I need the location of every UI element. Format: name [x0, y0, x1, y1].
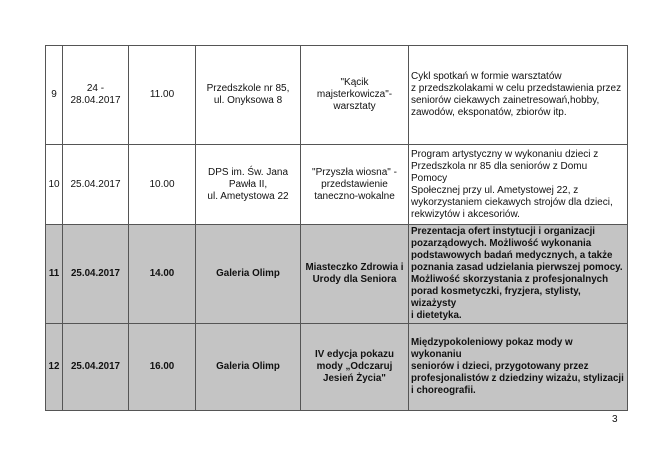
event-time: 11.00 — [129, 46, 196, 145]
event-time: 16.00 — [129, 324, 196, 411]
event-description: Program artystyczny w wykonaniu dzieci z Przedszkola nr 85 dla seniorów z Domu Pomocy Społecznej przy ul. Ametystowej 22, z wykorzystaniem ciekawych strojów dla dzieci, rekwizytów i akcesoriów. — [409, 145, 628, 225]
event-place: DPS im. Św. Jana Pawła II, ul. Ametystowa 22 — [196, 145, 301, 225]
event-time: 14.00 — [129, 225, 196, 324]
table-row-highlighted — [46, 225, 628, 324]
table-row — [46, 145, 628, 225]
event-date: 25.04.2017 — [63, 225, 129, 324]
row-number: 9 — [46, 46, 63, 145]
event-date: 25.04.2017 — [63, 145, 129, 225]
event-title: Miasteczko Zdrowia i Urody dla Seniora — [301, 225, 409, 324]
event-description: Międzypokoleniowy pokaz mody w wykonaniu seniorów i dzieci, przygotowany przez profesjonalistów z dziedziny wizażu, stylizacji i choreografii. — [409, 324, 628, 411]
event-place: Galeria Olimp — [196, 324, 301, 411]
event-description: Cykl spotkań w formie warsztatów z przedszkolakami w celu przedstawienia przez seniorów ciekawych zainetresowań,hobby, zawodów, eksponatów, zbiorów itp. — [409, 46, 628, 145]
event-time: 10.00 — [129, 145, 196, 225]
row-number: 12 — [46, 324, 63, 411]
table-row-highlighted — [46, 324, 628, 411]
event-date: 25.04.2017 — [63, 324, 129, 411]
events-table — [45, 45, 628, 411]
row-number: 10 — [46, 145, 63, 225]
row-number: 11 — [46, 225, 63, 324]
event-description: Prezentacja ofert instytucji i organizacji pozarządowych. Możliwość wykonania podstawowych badań medycznych, a także poznania zasad udzielania pierwszej pomocy. Możliwość skorzystania z profesjonalnych porad kosmetyczki, fryzjera, stylisty, wizażysty i dietetyka. — [409, 225, 628, 324]
page-number: 3 — [612, 414, 618, 425]
table-row — [46, 46, 628, 145]
event-title: "Kącik majsterkowicza"- warsztaty — [301, 46, 409, 145]
event-title: "Przyszła wiosna" - przedstawienie taneczno-wokalne — [301, 145, 409, 225]
event-place: Galeria Olimp — [196, 225, 301, 324]
event-place: Przedszkole nr 85, ul. Onyksowa 8 — [196, 46, 301, 145]
event-title: IV edycja pokazu mody „Odczaruj Jesień Życia" — [301, 324, 409, 411]
event-date: 24 - 28.04.2017 — [63, 46, 129, 145]
